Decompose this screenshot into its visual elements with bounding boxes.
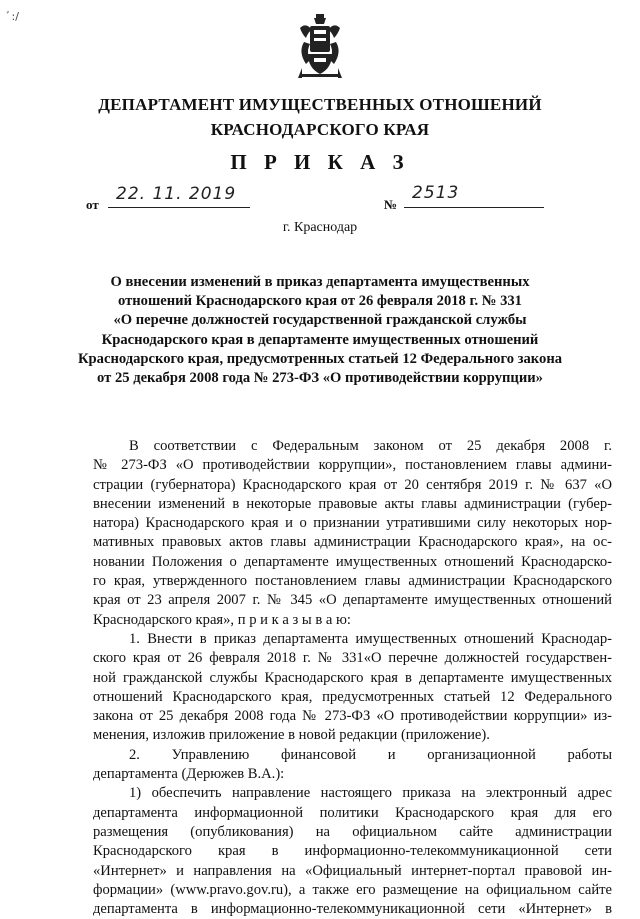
body-line: го края, утвержденного постановлением главы администрации Краснодарского <box>93 573 612 590</box>
body-line: края от 23 апреля 2007 г. № 345 «О департаменте имущественных отношений <box>93 592 612 609</box>
body-line: 1) обеспечить направление настоящего приказа на электронный адрес <box>129 785 612 802</box>
title-line: Краснодарского края в департаменте имущественных отношений <box>101 331 539 348</box>
title-line: отношений Краснодарского края от 26 февраля 2018 г. № 331 <box>118 293 522 310</box>
body-line: мативных правовых актов главы администрации Краснодарского края», на ос- <box>93 534 612 551</box>
body-line: департамента в информационно-телекоммуникационной сети «Интернет» в <box>93 901 612 918</box>
body-line: внесении изменений в некоторые правовые акты главы администрации (губер- <box>93 495 612 512</box>
body-line: ского края от 26 февраля 2018 г. № 331«О перечне должностей государствен- <box>93 650 612 667</box>
title-line: от 25 декабря 2008 года № 273-ФЗ «О противодействии коррупции» <box>97 370 543 387</box>
body-line: новании Положения о департаменте имущественных отношений Краснодарско- <box>93 553 612 570</box>
date-label: от <box>86 197 99 212</box>
body-line: менения, изложив приложение в новой редакции (приложение). <box>93 727 490 744</box>
body-line: 1. Внести в приказ департамента имущественных отношений Краснодар- <box>129 630 612 647</box>
body-line: В соответствии с Федеральным законом от 25 декабря 2008 г. <box>129 438 612 454</box>
body-line: отношений Краснодарского края, предусмотренных статьей 12 Федерального <box>93 688 612 705</box>
title-line: Краснодарского края, предусмотренных статьей 12 Федерального закона <box>77 350 563 367</box>
body-line: № 273-ФЗ «О противодействии коррупции», постановлением главы админи- <box>93 457 612 474</box>
corner-mark: ﾞ:/ <box>6 10 19 23</box>
body-line: страции (губернатора) Краснодарского края от 20 сентября 2019 г. № 637 «О <box>93 476 612 493</box>
body-line: ной гражданской службы Краснодарского края в департаменте имущественных <box>93 669 612 686</box>
body-line: Краснодарского края», п р и к а з ы в а ю: <box>93 611 351 628</box>
body-line: натора) Краснодарского края и о признании утратившими силу некоторых нор- <box>93 515 612 532</box>
title-line: О внесении изменений в приказ департамента имущественных <box>110 274 530 290</box>
title-line: «О перечне должностей государственной гражданской службы <box>113 312 527 329</box>
city-name: г. Краснодар <box>282 220 358 235</box>
body-line: формации» (www.pravo.gov.ru), а также его размещение на официальном сайте <box>93 881 612 898</box>
department-name-line-1: ДЕПАРТАМЕНТ ИМУЩЕСТВЕННЫХ ОТНОШЕНИЙ <box>98 95 542 114</box>
document-title <box>60 273 580 388</box>
body-line: Краснодарского края в информационно-телекоммуникационной сети <box>93 843 612 860</box>
handwritten-date: 22. 11. 2019 <box>116 184 237 204</box>
handwritten-number: 2513 <box>412 183 460 203</box>
number-label: № <box>384 197 398 212</box>
body-line: департамента информационной политики Краснодарского края для его <box>93 804 612 821</box>
document-type-heading: П Р И К А З <box>230 150 410 174</box>
date-underline <box>108 207 250 208</box>
body-line: 2. Управлению финансовой и организационной работы <box>129 746 612 763</box>
document-body <box>93 437 612 919</box>
body-line: «Интернет» и направления на «Официальный интернет-портал правовой ин- <box>93 862 612 879</box>
number-underline <box>404 207 544 208</box>
department-name-line-2: КРАСНОДАРСКОГО КРАЯ <box>210 120 430 139</box>
body-line: закона от 25 декабря 2008 года № 273-ФЗ «О противодействии коррупции» из- <box>93 708 612 725</box>
body-line: департамента (Дерюжев В.А.): <box>93 766 285 783</box>
body-line: размещения (опубликования) на официальном сайте администрации <box>93 823 612 840</box>
coat-of-arms-emblem <box>296 12 344 82</box>
